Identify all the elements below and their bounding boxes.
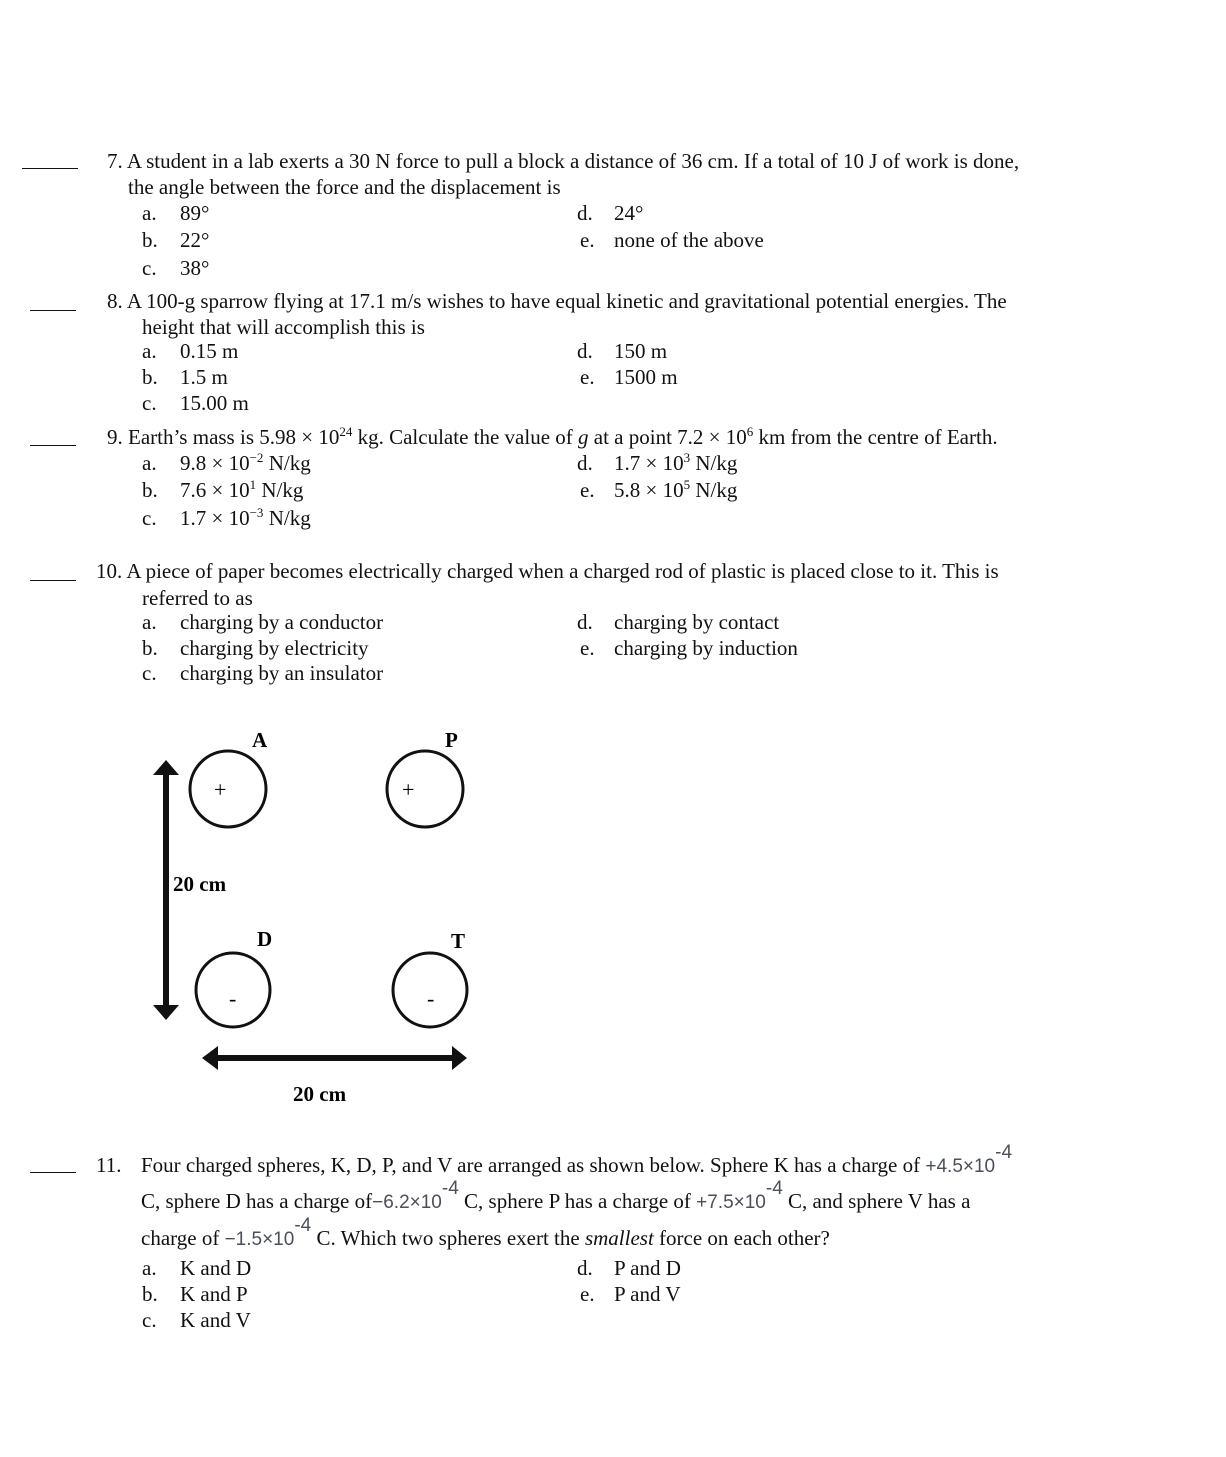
q10-option-d-text: charging by contact <box>614 610 780 634</box>
vertical-arrow-head-up <box>153 760 179 775</box>
q7-option-d-text: 24° <box>614 201 644 225</box>
q7-option-c-text: 38° <box>180 256 210 280</box>
sphere-P <box>387 751 463 827</box>
q10-option-e: e. <box>580 636 595 660</box>
q7-option-b: b. <box>142 228 158 252</box>
q7-stem-line2: the angle between the force and the displacement is <box>128 175 561 199</box>
q7-option-a: a. <box>142 201 157 225</box>
sphere-A-label: A <box>252 728 268 752</box>
q10-option-c-text: charging by an insulator <box>180 661 384 685</box>
q11-option-c: c. <box>142 1308 157 1332</box>
q10-option-e-text: charging by induction <box>614 636 798 660</box>
vertical-distance-label: 20 cm <box>173 872 227 896</box>
q10-option-c: c. <box>142 661 157 685</box>
q7-option-e: e. <box>580 228 595 252</box>
q11-option-d-text: P and D <box>614 1256 681 1280</box>
q11-option-a-text: K and D <box>180 1256 252 1280</box>
horizontal-distance-label: 20 cm <box>293 1082 347 1106</box>
q10-stem-line2: referred to as <box>142 586 253 610</box>
q11-line1: Four charged spheres, K, D, P, and V are arranged as shown below. Sphere K has a charge of +4.5×10-4 <box>141 1142 1013 1177</box>
q9-option-b-text: $7.6 \times 10^1$ N/kg <box>180 477 304 502</box>
q7-option-c: c. <box>142 256 157 280</box>
q11-k-exponent: -4 <box>995 1142 1013 1163</box>
q8-option-d-text: 150 m <box>614 339 668 363</box>
q9-option-a: a. <box>142 451 157 475</box>
q8-stem-line2: height that will accomplish this is <box>142 315 425 339</box>
q7-option-a-text: 89° <box>180 201 210 225</box>
sphere-D-sign: - <box>229 986 237 1011</box>
q9-option-d: d. <box>577 451 593 475</box>
q11-line3: charge of −1.5×10-4 C. Which two spheres exert the smallest force on each other? <box>141 1215 830 1250</box>
q8-option-c: c. <box>142 391 157 415</box>
q10-option-d: d. <box>577 610 593 634</box>
q11-number: 11. <box>96 1153 122 1177</box>
q11-p-exponent: -4 <box>765 1178 783 1199</box>
q8-option-b-text: 1.5 m <box>180 365 228 389</box>
q9-option-c-text: $1.7 \times 10^{-3}$ N/kg <box>180 505 311 530</box>
q8-option-c-text: 15.00 m <box>180 391 249 415</box>
q11-option-d: d. <box>577 1256 593 1280</box>
q11-d-exponent: -4 <box>441 1178 459 1199</box>
q8-option-e-text: 1500 m <box>614 365 678 389</box>
q10-stem-line1: 10. A piece of paper becomes electrically charged when a charged rod of plastic is placed close to it. This is <box>96 559 999 583</box>
q9-option-b: b. <box>142 478 158 502</box>
sphere-A-sign: + <box>214 777 227 802</box>
q11-option-e-text: P and V <box>614 1282 681 1306</box>
q8-option-a: a. <box>142 339 157 363</box>
q9-option-d-text: $1.7 \times 10^3$ N/kg <box>614 450 738 475</box>
q9-option-a-text: $9.8 \times 10^{-2}$ N/kg <box>180 450 311 475</box>
horizontal-arrow-head-left <box>202 1046 218 1070</box>
q8-stem-line1: 8. A 100-g sparrow flying at 17.1 m/s wishes to have equal kinetic and gravitational potential energies. The <box>107 289 1007 313</box>
q10-option-b: b. <box>142 636 158 660</box>
q11-v-value: −1.5×10 <box>224 1229 295 1250</box>
horizontal-arrow-head-right <box>452 1046 467 1070</box>
q11-line2: C, sphere D has a charge of−6.2×10-4 C, sphere P has a charge of +7.5×10-4 C, and sphere V has a <box>141 1178 971 1213</box>
q7-option-b-text: 22° <box>180 228 210 252</box>
q11-v-exponent: -4 <box>294 1215 312 1236</box>
sphere-T-sign: - <box>427 986 435 1011</box>
spheres-diagram <box>140 720 500 1120</box>
sphere-D-label: D <box>257 927 273 951</box>
q11-d-value: −6.2×10 <box>372 1192 442 1213</box>
q8-option-d: d. <box>577 339 593 363</box>
q11-option-c-text: K and V <box>180 1308 251 1332</box>
answer-blank-q8[interactable] <box>30 310 76 311</box>
q11-option-b: b. <box>142 1282 158 1306</box>
q11-k-value: +4.5×10 <box>925 1156 996 1177</box>
sphere-P-sign: + <box>402 777 415 802</box>
q10-option-a-text: charging by a conductor <box>180 610 384 634</box>
q11-option-e: e. <box>580 1282 595 1306</box>
vertical-arrow-head-down <box>153 1005 179 1020</box>
sphere-P-label: P <box>445 728 458 752</box>
q9-option-e-text: $5.8 \times 10^5$ N/kg <box>614 477 738 502</box>
q7-option-e-text: none of the above <box>614 228 764 252</box>
q8-option-a-text: 0.15 m <box>180 339 239 363</box>
sphere-A <box>190 751 266 827</box>
q11-option-b-text: K and P <box>180 1282 248 1306</box>
sphere-T-label: T <box>451 929 466 953</box>
answer-blank-q10[interactable] <box>30 580 76 581</box>
q8-option-b: b. <box>142 365 158 389</box>
q10-option-a: a. <box>142 610 157 634</box>
answer-blank-q11[interactable] <box>30 1172 76 1173</box>
q10-option-b-text: charging by electricity <box>180 636 369 660</box>
q7-option-d: d. <box>577 201 593 225</box>
q9-option-c: c. <box>142 506 157 530</box>
q8-option-e: e. <box>580 365 595 389</box>
q7-stem-line1: 7. A student in a lab exerts a 30 N force to pull a block a distance of 36 cm. If a total of 10 J of work is done, <box>107 149 1020 173</box>
q9-option-e: e. <box>580 478 595 502</box>
answer-blank-q9[interactable] <box>30 445 76 446</box>
q9-stem: 9. Earth’s mass is $5.98 \times 10^{24}$ kg. Calculate the value of g at a point $7.2 \times 10^6$ km from the centre of Earth. <box>107 424 998 449</box>
q11-p-value: +7.5×10 <box>696 1192 766 1213</box>
q11-option-a: a. <box>142 1256 157 1280</box>
answer-blank-q7[interactable] <box>22 168 78 169</box>
